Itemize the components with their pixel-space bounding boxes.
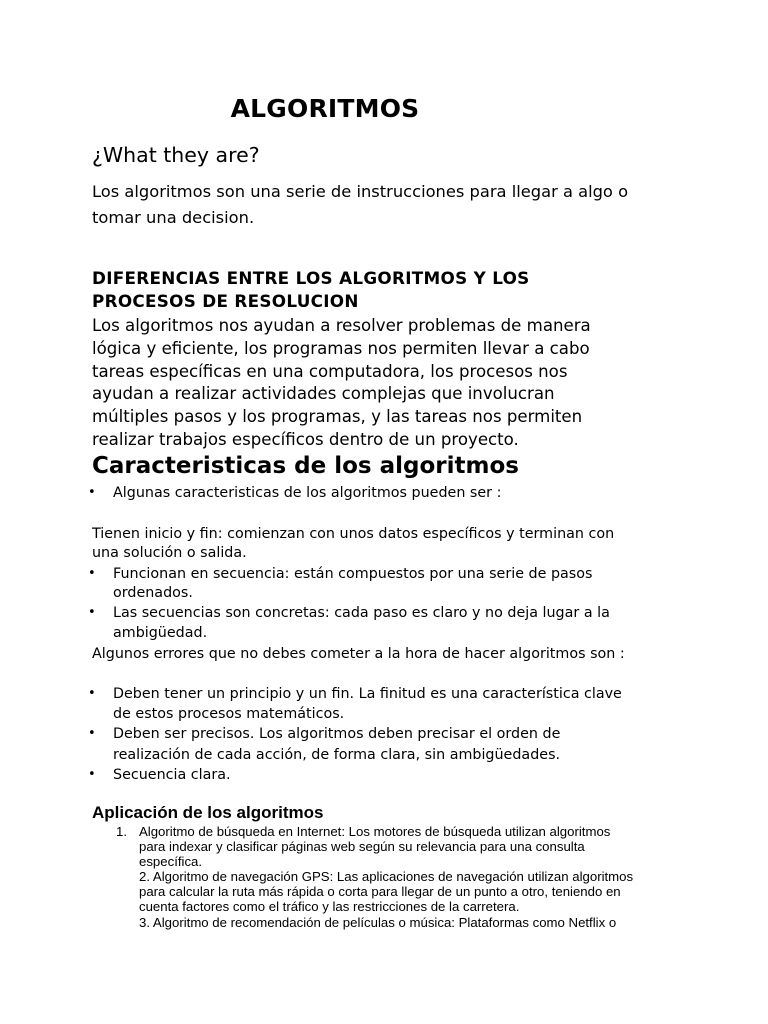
error-bullet-line: Deben tener un principio y un fin. La finitud es una característica clave <box>113 686 622 702</box>
bullet-icon: • <box>88 485 96 500</box>
applications-heading: Aplicación de los algoritmos <box>92 803 324 822</box>
intro-line: tomar una decision. <box>92 208 255 227</box>
intro-line: Los algoritmos son una serie de instrucciones para llegar a algo o <box>92 182 629 201</box>
differences-heading-line: DIFERENCIAS ENTRE LOS ALGORITMOS Y LOS <box>92 268 530 288</box>
applications-line: para calcular la ruta más rápida o corta para llegar de un punto a otro, teniendo en <box>139 884 621 899</box>
characteristics-bullet-line: Las secuencias son concretas: cada paso es claro y no deja lugar a la <box>113 605 610 621</box>
differences-body-line: lógica y eficiente, los programas nos permiten llevar a cabo <box>92 339 590 358</box>
characteristics-paragraph-line: una solución o salida. <box>92 545 247 561</box>
applications-line: 2. Algoritmo de navegación GPS: Las aplicaciones de navegación utilizan algoritmos <box>139 869 634 884</box>
document-title: ALGORITMOS <box>230 94 420 123</box>
differences-body-line: tareas específicas en una computadora, los procesos nos <box>92 362 568 381</box>
error-bullet-line: Secuencia clara. <box>113 767 231 783</box>
differences-heading-line: PROCESOS DE RESOLUCION <box>92 291 359 311</box>
applications-line: cuenta factores como el tráfico y las restricciones de la carretera. <box>139 899 520 914</box>
differences-body-line: Los algoritmos nos ayudan a resolver problemas de manera <box>92 316 591 335</box>
differences-body-line: ayudan a realizar actividades complejas que involucran <box>92 384 555 403</box>
error-bullet-line: de estos procesos matemáticos. <box>113 706 345 722</box>
bullet-icon: • <box>88 726 96 741</box>
characteristics-intro-bullet: Algunas caracteristicas de los algoritmos pueden ser : <box>113 485 502 501</box>
characteristics-bullet-line: ordenados. <box>113 585 193 601</box>
bullet-icon: • <box>88 686 96 701</box>
bullet-icon: • <box>88 767 96 782</box>
applications-line: específica. <box>139 854 203 869</box>
errors-intro: Algunos errores que no debes cometer a la hora de hacer algoritmos son : <box>92 646 625 662</box>
applications-line: 3. Algoritmo de recomendación de películas o música: Plataformas como Netflix o <box>139 915 617 930</box>
bullet-icon: • <box>88 605 96 620</box>
error-bullet-line: realización de cada acción, de forma clara, sin ambigüedades. <box>113 747 561 763</box>
question-heading: ¿What they are? <box>92 143 260 167</box>
characteristics-paragraph-line: Tienen inicio y fin: comienzan con unos datos específicos y terminan con <box>92 526 615 542</box>
bullet-icon: • <box>88 566 96 581</box>
applications-line: para indexar y clasificar páginas web según su relevancia para una consulta <box>139 839 585 854</box>
differences-body-line: múltiples pasos y los programas, y las tareas nos permiten <box>92 407 583 426</box>
list-number: 1. <box>116 824 127 839</box>
differences-body-line: realizar trabajos específicos dentro de un proyecto. <box>92 430 519 449</box>
characteristics-bullet-line: ambigüedad. <box>113 625 208 641</box>
error-bullet-line: Deben ser precisos. Los algoritmos deben precisar el orden de <box>113 726 561 742</box>
applications-line: Algoritmo de búsqueda en Internet: Los motores de búsqueda utilizan algoritmos <box>139 824 611 839</box>
characteristics-heading: Caracteristicas de los algoritmos <box>92 453 519 479</box>
characteristics-bullet-line: Funcionan en secuencia: están compuestos por una serie de pasos <box>113 566 593 582</box>
